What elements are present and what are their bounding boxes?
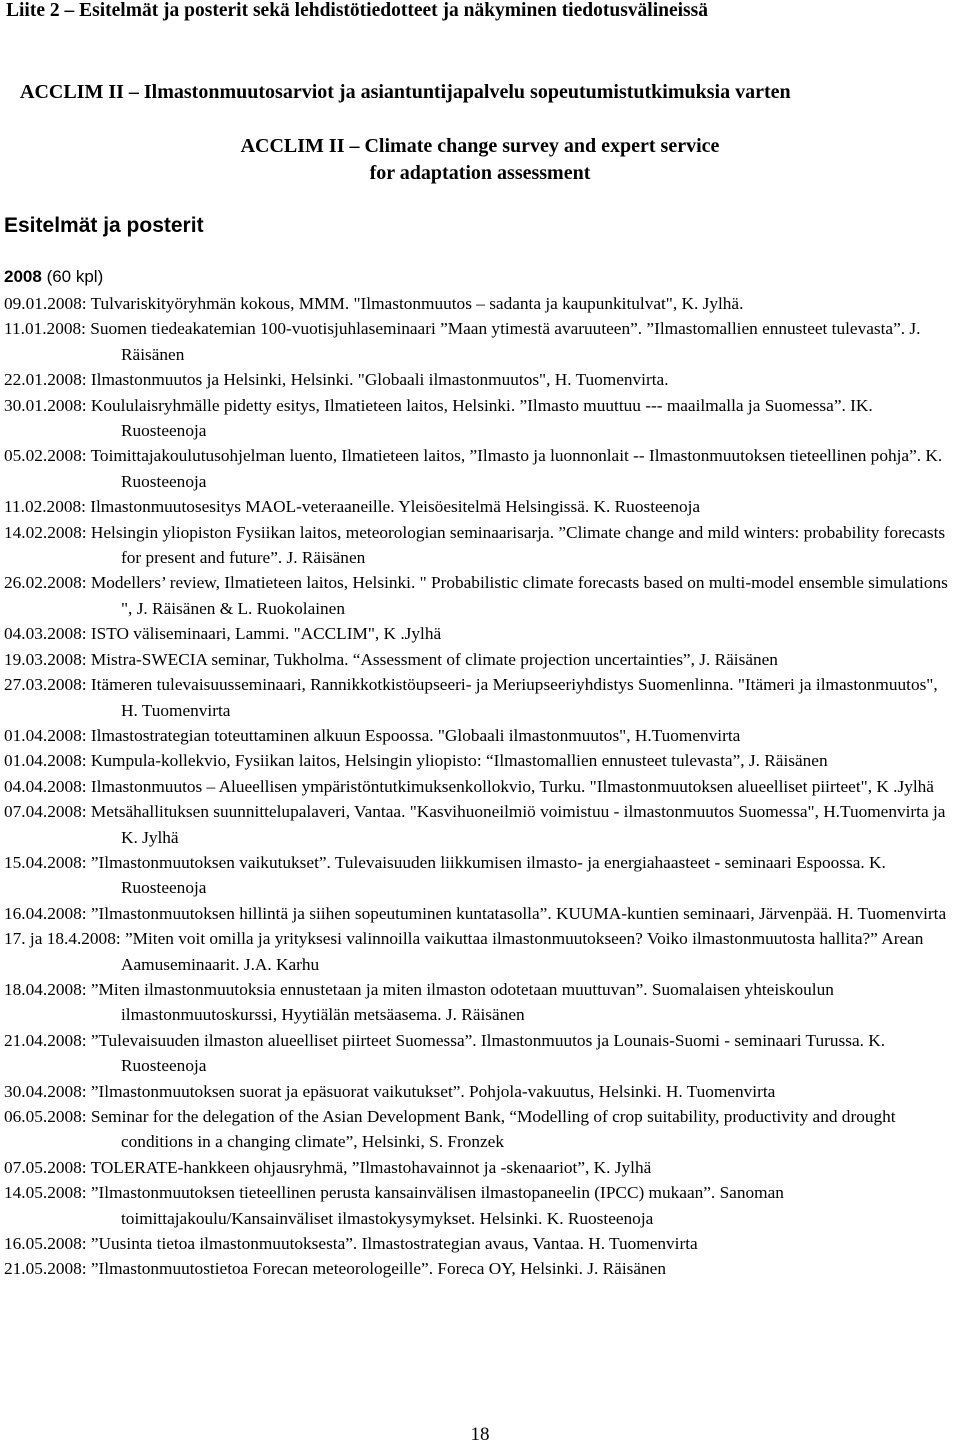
section-year-line — [4, 267, 103, 287]
appendix-title: Liite 2 – Esitelmät ja posterit sekä lehdistötiedotteet ja näkyminen tiedotusvälineissä — [6, 0, 708, 21]
list-item: 22.01.2008: Ilmastonmuutos ja Helsinki, Helsinki. "Globaali ilmastonmuutos", H. Tuomenvirta. — [4, 370, 669, 390]
list-item: 21.05.2008: ”Ilmastonmuutostietoa Forecan meteorologeille”. Foreca OY, Helsinki. J. Räisänen — [4, 1259, 666, 1279]
list-item: 11.02.2008: Ilmastonmuutosesitys MAOL-veteraaneille. Yleisöesitelmä Helsingissä. K. Ruosteenoja — [4, 497, 701, 517]
list-item: 05.02.2008: Toimittajakoulutusohjelman luento, Ilmatieteen laitos, ”Ilmasto ja luonnonlait -- Ilmastonmuutoksen tieteellinen pohja”. K. Ruosteenoja — [4, 446, 943, 491]
project-title-en-line1: ACCLIM II – Climate change survey and expert service — [240, 135, 720, 157]
section-year: 2008 — [4, 267, 42, 286]
list-item: 07.05.2008: TOLERATE-hankkeen ohjausryhmä, ”Ilmastohavainnot ja -skenaariot”, K. Jylhä — [4, 1157, 652, 1177]
list-item: 17. ja 18.4.2008: ”Miten voit omilla ja yrityksesi valinnoilla vaikuttaa ilmastonmuutokseen? Voiko ilmastonmuutosta hallita?” Arean Aamuseminaarit. J.A. Karhu — [4, 929, 924, 974]
list-item: 14.02.2008: Helsingin yliopiston Fysiikan laitos, meteorologian seminaarisarja. ”Climate change and mild winters: probability forecasts for present and future”. J. Räisänen — [4, 522, 946, 568]
list-item: 27.03.2008: Itämeren tulevaisuusseminaari, Rannikkotkistöupseeri- ja Meriupseeriyhdistys Suomenlinna. "Itämeri ja ilmastonmuutos", H. Tuomenvirta — [4, 675, 938, 720]
list-item: 06.05.2008: Seminar for the delegation of the Asian Development Bank, “Modelling of crop suitability, productivity and drought conditions in a changing climate”, Helsinki, S. Fronzek — [4, 1107, 896, 1152]
page-number: 18 — [470, 1424, 490, 1445]
list-item: 14.05.2008: ”Ilmastonmuutoksen tieteellinen perusta kansainvälisen ilmastopaneelin (IPCC) mukaan”. Sanoman toimittajakoulu/Kansainväliset ilmastokysymykset. Helsinki. K. Ruosteenoja — [4, 1183, 784, 1228]
project-title-en-line2: for adaptation assessment — [369, 162, 591, 184]
presentation-list — [4, 291, 954, 1282]
list-item: 04.04.2008: Ilmastonmuutos – Alueellisen ympäristöntutkimuksenkollokvio, Turku. "Ilmastonmuutoksen alueelliset piirteet", K .Jylhä — [4, 776, 934, 796]
list-item: 15.04.2008: ”Ilmastonmuutoksen vaikutukset”. Tulevaisuuden liikkumisen ilmasto- ja energiahaasteet - seminaari Espoossa. K. Ruosteenoja — [4, 852, 886, 898]
list-item: 11.01.2008: Suomen tiedeakatemian 100-vuotisjuhlaseminaari ”Maan ytimestä avaruuteen”. ”Ilmastomallien ennusteet tulevasta”. J. Räisänen — [4, 319, 921, 364]
list-item: 26.02.2008: Modellers’ review, Ilmatieteen laitos, Helsinki. " Probabilistic climate forecasts based on multi-model ensemble simulations ", J. Räisänen & L. Ruokolainen — [4, 573, 948, 618]
list-item: 04.03.2008: ISTO väliseminaari, Lammi. "ACCLIM", K .Jylhä — [4, 624, 442, 644]
list-item: 30.01.2008: Koululaisryhmälle pidetty esitys, Ilmatieteen laitos, Helsinki. ”Ilmasto muuttuu --- maailmalla ja Suomessa”. IK. Ruosteenoja — [4, 395, 873, 441]
list-item: 21.04.2008: ”Tulevaisuuden ilmaston alueelliset piirteet Suomessa”. Ilmastonmuutos ja Lounais-Suomi - seminaari Turussa. K. Ruosteenoja — [4, 1030, 886, 1076]
list-item: 07.04.2008: Metsähallituksen suunnittelupalaveri, Vantaa. "Kasvihuoneilmiö voimistuu - ilmastonmuutos Suomessa", H.Tuomenvirta ja K. Jylhä — [4, 802, 946, 847]
list-item: 16.04.2008: ”Ilmastonmuutoksen hillintä ja siihen sopeutuminen kuntatasolla”. KUUMA-kuntien seminaari, Järvenpää. H. Tuomenvirta — [4, 903, 947, 923]
project-title-fi: ACCLIM II – Ilmastonmuutosarviot ja asiantuntijapalvelu sopeutumistutkimuksia varten — [20, 81, 791, 103]
presentation-count: (60 kpl) — [46, 267, 104, 286]
list-item: 18.04.2008: ”Miten ilmastonmuutoksia ennustetaan ja miten ilmaston odotetaan muuttuvan”. Suomalaisen yhteiskoulun ilmastonmuutoskurssi, Hyytiälän metsäasema. J. Räisänen — [4, 979, 834, 1025]
list-item: 30.04.2008: ”Ilmastonmuutoksen suorat ja epäsuorat vaikutukset”. Pohjola-vakuutus, Helsinki. H. Tuomenvirta — [4, 1081, 776, 1101]
section-title: Esitelmät ja posterit — [4, 214, 204, 237]
list-item: 19.03.2008: Mistra-SWECIA seminar, Tukholma. “Assessment of climate projection uncertainties”, J. Räisänen — [4, 649, 778, 669]
list-item: 01.04.2008: Kumpula-kollekvio, Fysiikan laitos, Helsingin yliopisto: “Ilmastomallien ennusteet tulevasta”, J. Räisänen — [4, 751, 828, 771]
list-item: 16.05.2008: ”Uusinta tietoa ilmastonmuutoksesta”. Ilmastostrategian avaus, Vantaa. H. Tuomenvirta — [4, 1234, 698, 1254]
list-item: 01.04.2008: Ilmastostrategian toteuttaminen alkuun Espoossa. "Globaali ilmastonmuutos", H.Tuomenvirta — [4, 725, 741, 745]
list-item: 09.01.2008: Tulvariskityöryhmän kokous, MMM. "Ilmastonmuutos – sadanta ja kaupunkitulvat", K. Jylhä. — [4, 294, 744, 313]
